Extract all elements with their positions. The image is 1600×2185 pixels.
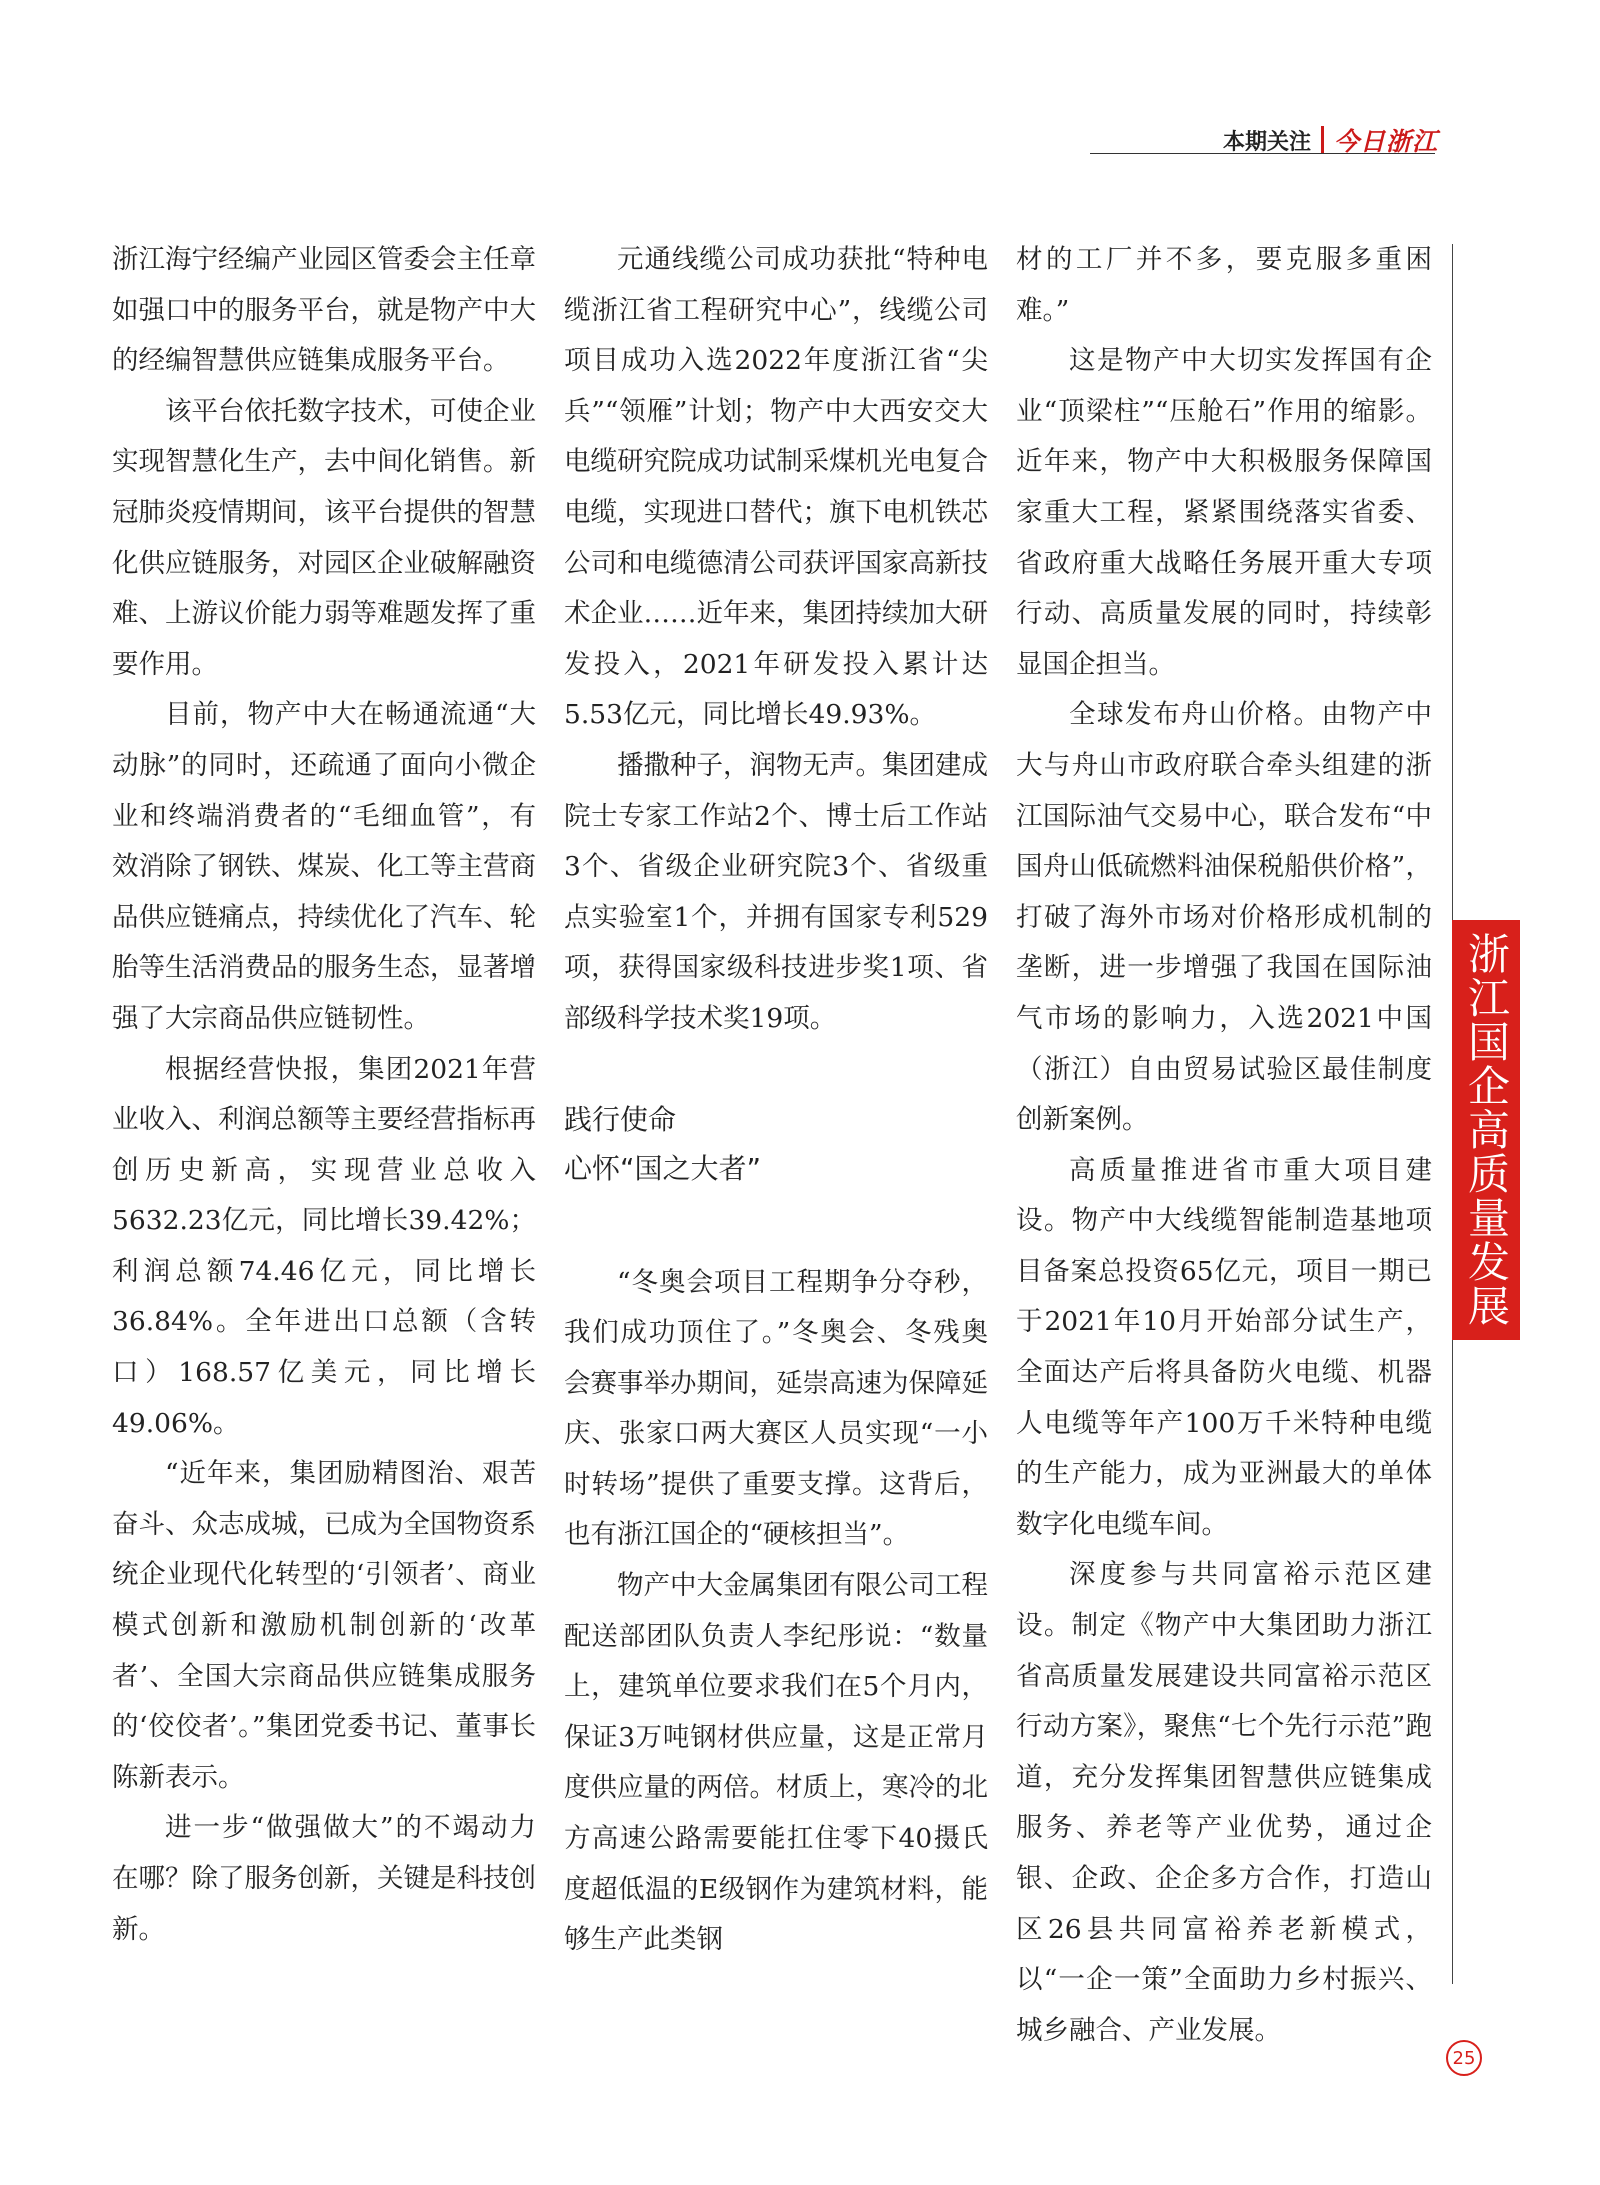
paragraph: 目前，物产中大在畅通流通“大动脉”的同时，还疏通了面向小微企业和终端消费者的“毛细血管”，有效消除了钢铁、煤炭、化工等主营商品供应链痛点，持续优化了汽车、轮胎等生活消费品的服务生态，显著增强了大宗商品供应链韧性。 [112,699,536,1034]
paragraph: 该平台依托数字技术，可使企业实现智慧化生产，去中间化销售。新冠肺炎疫情期间，该平台提供的智慧化供应链服务，对园区企业破解融资难、上游议价能力弱等难题发挥了重要作用。 [112,395,536,680]
paragraph: 播撒种子，润物无声。集团建成院士专家工作站2个、博士后工作站3个、省级企业研究院3个、省级重点实验室1个，并拥有国家专利529项，获得国家级科技进步奖1项、省部级科学技术奖19项。 [564,749,988,1034]
magazine-logo: 今日浙江 [1333,127,1438,156]
paragraph: 进一步“做强做大”的不竭动力在哪？除了服务创新，关键是科技创新。 [112,1812,536,1945]
paragraph: 材的工厂并不多，要克服多重困难。” [1016,244,1432,326]
side-tab-label: 浙江国企高质量发展 [1462,932,1511,1328]
column-1 [112,235,536,1955]
paragraph: 浙江海宁经编产业园区管委会主任章如强口中的服务平台，就是物产中大的经编智慧供应链集成服务平台。 [112,244,536,377]
paragraph: 这是物产中大切实发挥国有企业“顶梁柱”“压舱石”作用的缩影。近年来，物产中大积极服务保障国家重大工程，紧紧围绕落实省委、省政府重大战略任务展开重大专项行动、高质量发展的同时，持续彰显国企担当。 [1016,345,1432,680]
section-heading-line-1: 践行使命 [564,1102,677,1136]
column-2 [564,235,988,1966]
section-label: 本期关注 [1222,129,1311,155]
paragraph: 高质量推进省市重大项目建设。物产中大线缆智能制造基地项目备案总投资65亿元，项目一期已于2021年10月开始部分试生产，全面达产后将具备防火电缆、机器人电缆等年产100万千米特种电缆的生产能力，成为亚洲最大的单体数字化电缆车间。 [1016,1154,1432,1540]
header-rule [1090,153,1435,154]
paragraph: 根据经营快报，集团2021年营业收入、利润总额等主要经营指标再创历史新高，实现营业总收入5632.23亿元，同比增长39.42%；利润总额74.46亿元，同比增长36.84%。全年进出口总额（含转口）168.57亿美元，同比增长49.06%。 [112,1053,536,1439]
section-heading [564,1095,988,1193]
paragraph: 全球发布舟山价格。由物产中大与舟山市政府联合牵头组建的浙江国际油气交易中心，联合发布“中国舟山低硫燃料油保税船供价格”，打破了海外市场对价格形成机制的垄断，进一步增强了我国在国际油气市场的影响力，入选2021中国（浙江）自由贸易试验区最佳制度创新案例。 [1016,699,1432,1136]
paragraph: “近年来，集团励精图治、艰苦奋斗、众志成城，已成为全国物资系统企业现代化转型的‘引领者’、商业模式创新和激励机制创新的‘改革者’、全国大宗商品供应链集成服务的‘佼佼者’。”集团党委书记、董事长陈新表示。 [112,1458,536,1793]
paragraph: “冬奥会项目工程期争分夺秒，我们成功顶住了。”冬奥会、冬残奥会赛事举办期间，延崇高速为保障延庆、张家口两大赛区人员实现“一小时转场”提供了重要支撑。这背后，也有浙江国企的“硬核担当”。 [564,1266,988,1551]
page-number: 25 [1446,2040,1482,2076]
section-heading-line-2: 心怀“国之大者” [564,1151,762,1185]
paragraph: 物产中大金属集团有限公司工程配送部团队负责人李纪彤说：“数量上，建筑单位要求我们在5个月内，保证3万吨钢材供应量，这是正常月度供应量的两倍。材质上，寒冷的北方高速公路需要能扛住零下40摄氏度超低温的E级钢作为建筑材料，能够生产此类钢 [564,1570,988,1956]
header-divider [1321,126,1324,154]
paragraph: 深度参与共同富裕示范区建设。制定《物产中大集团助力浙江省高质量发展建设共同富裕示范区行动方案》，聚焦“七个先行示范”跑道，充分发挥集团智慧供应链集成服务、养老等产业优势，通过企银、企政、企企多方合作，打造山区26县共同富裕养老新模式，以“一企一策”全面助力乡村振兴、城乡融合、产业发展。 [1016,1559,1432,2046]
side-tab [1452,920,1520,1340]
column-3 [1016,235,1432,2056]
paragraph: 元通线缆公司成功获批“特种电缆浙江省工程研究中心”，线缆公司项目成功入选2022年度浙江省“尖兵”“领雁”计划；物产中大西安交大电缆研究院成功试制采煤机光电复合电缆，实现进口替代；旗下电机铁芯公司和电缆德清公司获评国家高新技术企业……近年来，集团持续加大研发投入，2021年研发投入累计达5.53亿元，同比增长49.93%。 [564,244,988,731]
